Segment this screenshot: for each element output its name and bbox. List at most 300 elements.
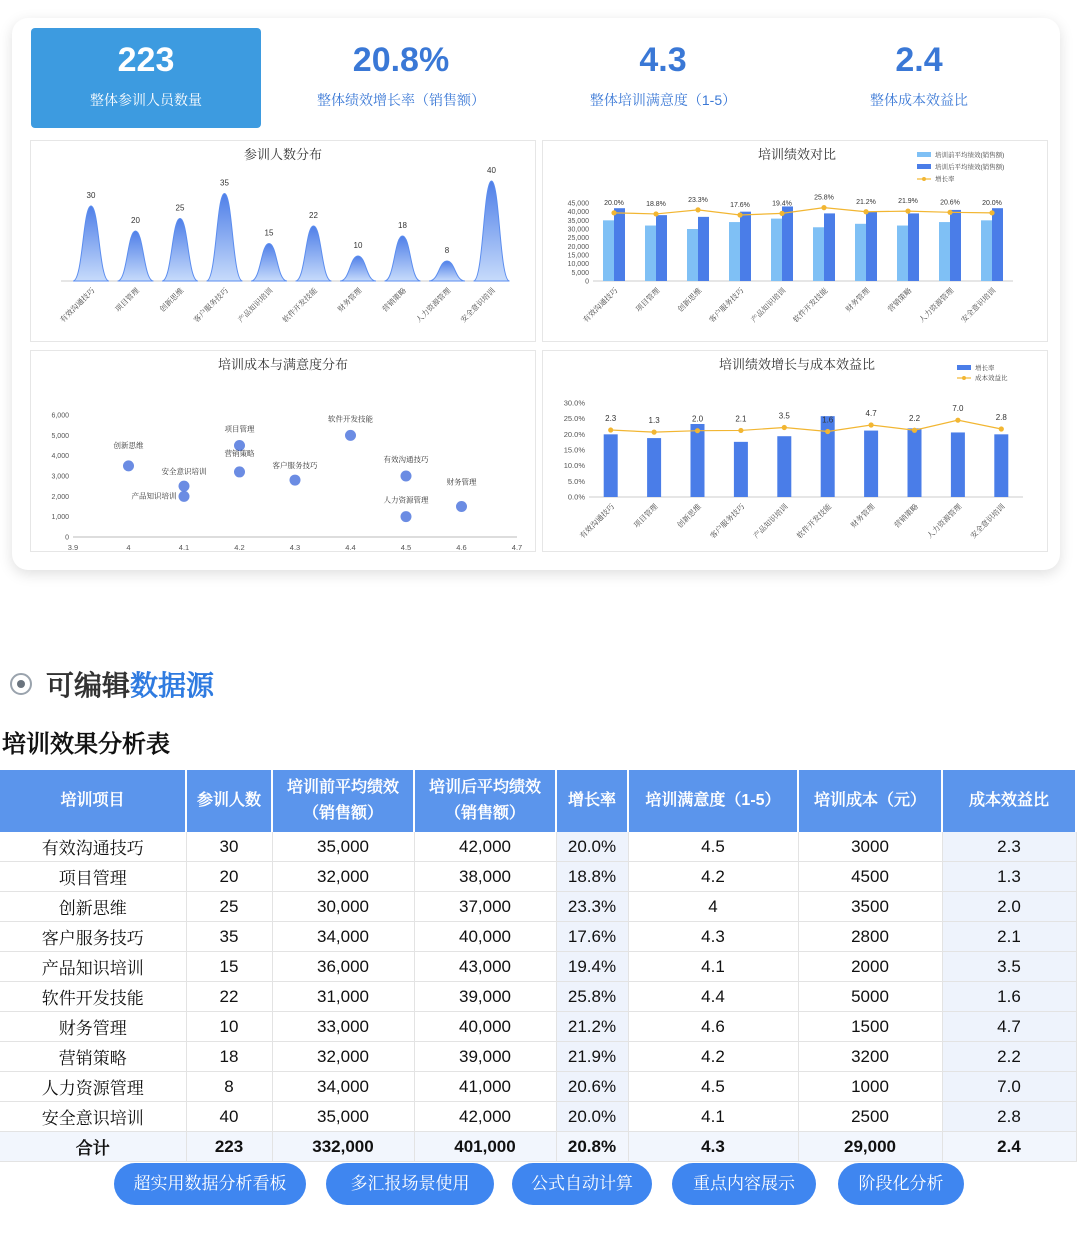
y-tick-label: 30,000 xyxy=(567,226,589,234)
table-cell[interactable]: 10 xyxy=(186,1012,272,1042)
y-tick-label: 20,000 xyxy=(567,243,589,251)
participants-area-chart xyxy=(31,141,535,341)
column-header: 培训后平均绩效（销售额） xyxy=(414,770,556,832)
data-label: 40 xyxy=(487,166,496,175)
data-label: 2.3 xyxy=(605,414,617,424)
table-cell[interactable]: 4 xyxy=(628,892,798,922)
bar-after xyxy=(866,212,877,281)
bar-before xyxy=(813,227,824,281)
area-peak xyxy=(207,194,243,282)
legend-label: 成本效益比 xyxy=(975,375,1008,382)
bar-growth xyxy=(734,442,748,497)
growth-point xyxy=(779,211,784,216)
table-title: 培训效果分析表 xyxy=(2,731,170,758)
y-tick-label: 20.0% xyxy=(563,429,585,439)
bar-after xyxy=(908,213,919,281)
table-cell[interactable]: 1500 xyxy=(798,1012,942,1042)
table-cell[interactable]: 31,000 xyxy=(272,982,414,1012)
growth-point xyxy=(863,209,868,214)
benefit-point xyxy=(695,428,700,433)
table-cell[interactable]: 项目管理 xyxy=(0,862,186,892)
kpi-label: 整体成本效益比 xyxy=(870,92,968,108)
data-label: 8 xyxy=(444,246,450,255)
x-tick-label: 4.1 xyxy=(178,543,190,551)
data-label: 25.8% xyxy=(814,194,834,202)
table-row xyxy=(0,1012,1076,1042)
area-peak xyxy=(296,226,332,281)
x-tick-label: 软件开发技能 xyxy=(794,502,834,541)
table-cell[interactable]: 20.0% xyxy=(556,832,628,862)
section-heading xyxy=(10,664,214,704)
table-cell[interactable]: 33,000 xyxy=(272,1012,414,1042)
x-tick-label: 4.3 xyxy=(289,543,301,551)
benefit-point xyxy=(782,425,787,430)
table-cell[interactable]: 25.8% xyxy=(556,982,628,1012)
y-tick-label: 25,000 xyxy=(567,235,589,243)
data-label: 2.8 xyxy=(995,412,1007,422)
table-cell[interactable]: 4.6 xyxy=(628,1012,798,1042)
radio-dot-icon xyxy=(10,673,32,695)
kpi-value: 2.4 xyxy=(895,41,943,79)
column-header: 成本效益比 xyxy=(942,770,1076,832)
table-cell[interactable]: 3200 xyxy=(798,1042,942,1072)
growth-point xyxy=(905,209,910,214)
table-cell[interactable]: 32,000 xyxy=(272,862,414,892)
y-tick-label: 10,000 xyxy=(567,261,589,269)
table-cell[interactable]: 4.4 xyxy=(628,982,798,1012)
point-label: 创新思维 xyxy=(113,440,144,450)
table-cell[interactable]: 2800 xyxy=(798,922,942,952)
table-body xyxy=(0,832,1076,1162)
area-peak xyxy=(429,261,465,281)
bar-growth xyxy=(994,434,1008,497)
x-tick-label: 软件开发技能 xyxy=(791,286,830,325)
x-tick-label: 4 xyxy=(126,543,131,551)
x-tick-label: 财务管理 xyxy=(848,502,877,530)
table-cell[interactable]: 42,000 xyxy=(414,832,556,862)
growth-point xyxy=(989,210,994,215)
bar-growth xyxy=(777,436,791,497)
y-tick-label: 0 xyxy=(65,534,69,542)
bar-growth xyxy=(821,416,835,497)
x-tick-label: 客户服务技巧 xyxy=(708,502,747,541)
table-cell[interactable]: 4.5 xyxy=(628,1072,798,1102)
x-tick-label: 4.7 xyxy=(511,543,523,551)
legend-label: 增长率 xyxy=(975,365,995,372)
table-cell[interactable]: 40,000 xyxy=(414,922,556,952)
x-tick-label: 4.5 xyxy=(400,543,412,551)
table-cell[interactable]: 4.3 xyxy=(628,1132,798,1162)
data-label: 2.0 xyxy=(691,414,704,424)
y-tick-label: 5.0% xyxy=(567,476,585,486)
column-header: 培训项目 xyxy=(0,770,186,832)
kpi-value: 223 xyxy=(117,41,175,79)
chart-title: 参训人数分布 xyxy=(243,147,323,162)
tag-key-content[interactable]: 重点内容展示 xyxy=(672,1163,816,1205)
section-title-accent: 数据源 xyxy=(130,670,215,701)
table-cell[interactable]: 35,000 xyxy=(272,832,414,862)
kpi-cost-benefit[interactable] xyxy=(804,28,1034,128)
kpi-label: 整体参训人员数量 xyxy=(90,92,202,108)
scatter-point xyxy=(179,491,190,502)
area-peak xyxy=(73,206,109,281)
tag-dashboard[interactable]: 超实用数据分析看板 xyxy=(114,1163,306,1205)
table-cell[interactable]: 35,000 xyxy=(272,1102,414,1132)
x-tick-label: 安全意识培训 xyxy=(959,286,998,325)
point-label: 项目管理 xyxy=(224,424,255,434)
chart-panel-growth-benefit xyxy=(542,350,1048,552)
table-cell[interactable]: 4.2 xyxy=(628,862,798,892)
table-cell[interactable]: 4.1 xyxy=(628,952,798,982)
tag-report-scenarios[interactable]: 多汇报场景使用 xyxy=(326,1163,494,1205)
table-cell[interactable]: 2500 xyxy=(798,1102,942,1132)
table-cell[interactable]: 2.2 xyxy=(942,1042,1076,1072)
bar-before xyxy=(939,222,950,281)
bar-growth xyxy=(951,432,965,497)
data-label: 1.3 xyxy=(648,416,660,426)
kpi-label: 整体培训满意度（1-5） xyxy=(589,92,737,108)
data-label: 20.0% xyxy=(604,199,624,207)
table-cell[interactable]: 37,000 xyxy=(414,892,556,922)
table-cell[interactable]: 产品知识培训 xyxy=(0,952,186,982)
table-cell[interactable]: 40 xyxy=(186,1102,272,1132)
table-cell[interactable]: 17.6% xyxy=(556,922,628,952)
x-tick-label: 创新思维 xyxy=(675,502,703,530)
table-cell[interactable]: 20 xyxy=(186,862,272,892)
column-header: 培训成本（元） xyxy=(798,770,942,832)
table-cell[interactable]: 合计 xyxy=(0,1132,186,1162)
data-label: 30 xyxy=(86,191,96,200)
table-row xyxy=(0,832,1076,862)
table-cell[interactable]: 5000 xyxy=(798,982,942,1012)
y-tick-label: 3,000 xyxy=(51,473,69,481)
scatter-point xyxy=(456,501,467,512)
table-cell[interactable]: 18 xyxy=(186,1042,272,1072)
kpi-value: 4.3 xyxy=(639,41,687,79)
area-peak xyxy=(118,231,154,281)
section-title-plain: 可编辑 xyxy=(46,670,131,701)
scatter-point xyxy=(234,466,245,477)
data-label: 7.0 xyxy=(952,404,964,414)
scatter-point xyxy=(123,460,134,471)
chart-title: 培训成本与满意度分布 xyxy=(217,357,349,372)
kpi-growth-rate[interactable] xyxy=(286,28,516,128)
table-cell[interactable]: 332,000 xyxy=(272,1132,414,1162)
growth-point xyxy=(611,210,616,215)
table-cell[interactable]: 2.0 xyxy=(942,892,1076,922)
data-label: 22 xyxy=(309,211,318,220)
table-cell[interactable]: 3000 xyxy=(798,832,942,862)
y-tick-label: 35,000 xyxy=(567,217,589,225)
data-label: 10 xyxy=(353,241,363,250)
benefit-point xyxy=(955,418,960,423)
x-tick-label: 3.9 xyxy=(67,543,79,551)
bar-after xyxy=(992,208,1003,281)
bar-before xyxy=(729,222,740,281)
x-tick-label: 财务管理 xyxy=(843,286,872,314)
x-tick-label: 有效沟通技巧 xyxy=(577,502,617,541)
bar-growth xyxy=(864,431,878,497)
x-tick-label: 创新思维 xyxy=(157,286,186,314)
y-tick-label: 5,000 xyxy=(51,432,69,440)
data-label: 4.7 xyxy=(865,408,877,418)
table-row xyxy=(0,862,1076,892)
x-tick-label: 4.6 xyxy=(456,543,467,551)
table-cell[interactable]: 223 xyxy=(186,1132,272,1162)
tag-auto-calc[interactable]: 公式自动计算 xyxy=(512,1163,652,1205)
kpi-satisfaction[interactable] xyxy=(548,28,778,128)
table-cell[interactable]: 营销策略 xyxy=(0,1042,186,1072)
table-cell[interactable]: 22 xyxy=(186,982,272,1012)
point-label: 客户服务技巧 xyxy=(272,461,318,471)
table-cell[interactable]: 2.8 xyxy=(942,1102,1076,1132)
growth-point xyxy=(695,207,700,212)
table-row xyxy=(0,982,1076,1012)
area-peak xyxy=(474,181,510,281)
table-cell[interactable]: 4.7 xyxy=(942,1012,1076,1042)
y-tick-label: 4,000 xyxy=(51,453,69,461)
table-cell[interactable]: 30 xyxy=(186,832,272,862)
feature-tags xyxy=(0,1163,1080,1207)
table-cell[interactable]: 20.6% xyxy=(556,1072,628,1102)
x-tick-label: 营销策略 xyxy=(380,286,408,314)
growth-point xyxy=(737,212,742,217)
table-cell[interactable]: 4.5 xyxy=(628,832,798,862)
table-cell[interactable]: 40,000 xyxy=(414,1012,556,1042)
table-cell[interactable]: 有效沟通技巧 xyxy=(0,832,186,862)
table-cell[interactable]: 39,000 xyxy=(414,1042,556,1072)
bar-growth xyxy=(908,428,922,497)
table-cell[interactable]: 3500 xyxy=(798,892,942,922)
benefit-point xyxy=(825,429,830,434)
y-tick-label: 40,000 xyxy=(567,209,589,217)
table-cell[interactable]: 38,000 xyxy=(414,862,556,892)
data-label: 15 xyxy=(264,228,274,238)
table-cell[interactable]: 1.6 xyxy=(942,982,1076,1012)
table-cell[interactable]: 32,000 xyxy=(272,1042,414,1072)
y-tick-label: 0.0% xyxy=(567,492,585,502)
x-tick-label: 客户服务技巧 xyxy=(707,286,746,325)
growth-line xyxy=(614,208,992,215)
scatter-point xyxy=(179,481,190,492)
bar-after xyxy=(950,210,961,281)
x-tick-label: 项目管理 xyxy=(113,286,141,314)
column-header: 培训满意度（1-5） xyxy=(628,770,798,832)
x-tick-label: 4.2 xyxy=(234,543,245,551)
area-peak xyxy=(340,256,376,281)
table-cell[interactable]: 34,000 xyxy=(272,922,414,952)
table-cell[interactable]: 3.5 xyxy=(942,952,1076,982)
table-cell[interactable]: 18.8% xyxy=(556,862,628,892)
benefit-point xyxy=(652,430,657,435)
bar-growth xyxy=(647,438,661,497)
table-cell[interactable]: 创新思维 xyxy=(0,892,186,922)
scatter-point xyxy=(401,471,412,482)
table-cell[interactable]: 25 xyxy=(186,892,272,922)
table-cell[interactable]: 23.3% xyxy=(556,892,628,922)
data-label: 18 xyxy=(398,221,407,230)
analysis-table xyxy=(0,770,1077,1162)
x-tick-label: 财务管理 xyxy=(335,286,364,314)
x-tick-label: 项目管理 xyxy=(631,502,660,530)
table-cell[interactable]: 29,000 xyxy=(798,1132,942,1162)
legend-label: 培训前平均绩效(销售额) xyxy=(935,152,1005,159)
bar-growth xyxy=(691,424,705,497)
table-cell[interactable]: 软件开发技能 xyxy=(0,982,186,1012)
table-row xyxy=(0,1072,1076,1102)
data-label: 1.6 xyxy=(822,415,834,425)
table-cell[interactable]: 人力资源管理 xyxy=(0,1072,186,1102)
data-label: 21.2% xyxy=(856,198,876,206)
table-cell[interactable]: 36,000 xyxy=(272,952,414,982)
bar-before xyxy=(687,229,698,281)
legend-swatch xyxy=(917,164,931,169)
table-cell[interactable]: 41,000 xyxy=(414,1072,556,1102)
chart-title: 培训绩效增长与成本效益比 xyxy=(718,357,876,372)
legend-swatch xyxy=(962,376,966,380)
benefit-line xyxy=(611,420,1002,432)
chart-panel-cost-satisfaction xyxy=(30,350,536,552)
table-cell[interactable]: 21.2% xyxy=(556,1012,628,1042)
benefit-point xyxy=(912,428,917,433)
y-tick-label: 6,000 xyxy=(51,412,69,420)
bar-before xyxy=(981,220,992,281)
growth-benefit-chart xyxy=(543,351,1047,551)
data-label: 35 xyxy=(220,178,229,188)
point-label: 产品知识培训 xyxy=(131,491,177,501)
table-cell[interactable]: 4.1 xyxy=(628,1102,798,1132)
bar-growth xyxy=(604,434,618,497)
data-label: 20 xyxy=(131,216,140,225)
x-tick-label: 项目管理 xyxy=(633,286,662,314)
x-tick-label: 营销策略 xyxy=(885,286,914,314)
bar-after xyxy=(698,217,709,281)
data-label: 20.6% xyxy=(940,199,960,207)
x-tick-label: 营销策略 xyxy=(892,502,920,530)
x-tick-label: 产品知识培训 xyxy=(236,286,275,325)
column-header: 增长率 xyxy=(556,770,628,832)
point-label: 营销策略 xyxy=(224,448,255,458)
table-cell[interactable]: 4.3 xyxy=(628,922,798,952)
performance-bar-chart xyxy=(543,141,1047,341)
table-header-row xyxy=(0,770,1076,832)
table-cell[interactable]: 19.4% xyxy=(556,952,628,982)
table-cell[interactable]: 39,000 xyxy=(414,982,556,1012)
point-label: 有效沟通技巧 xyxy=(383,455,429,464)
table-cell[interactable]: 2.1 xyxy=(942,922,1076,952)
area-peak xyxy=(251,244,287,282)
table-row xyxy=(0,922,1076,952)
table-cell[interactable]: 1000 xyxy=(798,1072,942,1102)
kpi-value: 20.8% xyxy=(352,41,450,79)
data-label: 20.0% xyxy=(982,199,1002,207)
chart-panel-participants xyxy=(30,140,536,342)
y-tick-label: 15.0% xyxy=(563,445,585,455)
table-cell[interactable]: 20.0% xyxy=(556,1102,628,1132)
benefit-point xyxy=(608,427,613,432)
y-tick-label: 15,000 xyxy=(567,252,589,260)
bar-after xyxy=(614,208,625,281)
scatter-point xyxy=(401,511,412,522)
table-cell[interactable]: 15 xyxy=(186,952,272,982)
table-cell[interactable]: 2000 xyxy=(798,952,942,982)
table-cell[interactable]: 42,000 xyxy=(414,1102,556,1132)
table-cell[interactable]: 21.9% xyxy=(556,1042,628,1072)
bar-after xyxy=(740,212,751,281)
table-cell[interactable]: 安全意识培训 xyxy=(0,1102,186,1132)
bar-before xyxy=(855,224,866,281)
table-cell[interactable]: 43,000 xyxy=(414,952,556,982)
table-cell[interactable]: 4500 xyxy=(798,862,942,892)
table-cell[interactable]: 财务管理 xyxy=(0,1012,186,1042)
benefit-point xyxy=(999,426,1004,431)
kpi-participants[interactable] xyxy=(31,28,261,128)
bar-before xyxy=(645,226,656,281)
y-tick-label: 30.0% xyxy=(563,398,585,408)
x-tick-label: 产品知识培训 xyxy=(749,286,788,325)
x-tick-label: 创新思维 xyxy=(675,286,704,314)
table-cell[interactable]: 8 xyxy=(186,1072,272,1102)
growth-point xyxy=(653,211,658,216)
growth-point xyxy=(821,205,826,210)
table-row xyxy=(0,1102,1076,1132)
cost-satisfaction-scatter xyxy=(31,351,535,551)
tag-phased-analysis[interactable]: 阶段化分析 xyxy=(838,1163,964,1205)
table-cell[interactable]: 35 xyxy=(186,922,272,952)
table-cell[interactable]: 4.2 xyxy=(628,1042,798,1072)
data-label: 2.1 xyxy=(735,414,747,424)
point-label: 软件开发技能 xyxy=(328,414,373,424)
table-cell[interactable]: 7.0 xyxy=(942,1072,1076,1102)
data-label: 3.5 xyxy=(778,411,790,421)
x-tick-label: 软件开发技能 xyxy=(280,286,319,325)
data-label: 18.8% xyxy=(646,200,666,208)
table-row xyxy=(0,892,1076,922)
legend-swatch xyxy=(917,152,931,157)
y-tick-label: 45,000 xyxy=(567,200,589,208)
legend-swatch xyxy=(957,365,971,370)
table-cell[interactable]: 1.3 xyxy=(942,862,1076,892)
data-label: 2.2 xyxy=(908,414,921,424)
legend-label: 培训后平均绩效(销售额) xyxy=(935,164,1005,171)
table-cell[interactable]: 401,000 xyxy=(414,1132,556,1162)
data-label: 25 xyxy=(175,203,185,213)
table-cell[interactable]: 30,000 xyxy=(272,892,414,922)
table-cell[interactable]: 客户服务技巧 xyxy=(0,922,186,952)
growth-point xyxy=(947,210,952,215)
x-tick-label: 人力资源管理 xyxy=(925,502,964,541)
area-peak xyxy=(162,219,198,282)
scatter-point xyxy=(345,430,356,441)
legend-label: 增长率 xyxy=(935,176,955,183)
bar-before xyxy=(603,220,614,281)
data-label: 23.3% xyxy=(688,196,708,204)
point-label: 安全意识培训 xyxy=(161,467,207,477)
table-cell[interactable]: 20.8% xyxy=(556,1132,628,1162)
point-label: 人力资源管理 xyxy=(383,495,429,505)
table-cell[interactable]: 2.3 xyxy=(942,832,1076,862)
point-label: 财务管理 xyxy=(446,477,477,487)
chart-panel-performance xyxy=(542,140,1048,342)
x-tick-label: 有效沟通技巧 xyxy=(581,286,620,325)
table-row xyxy=(0,1042,1076,1072)
dashboard-card xyxy=(12,18,1060,570)
x-tick-label: 人力资源管理 xyxy=(414,286,453,325)
y-tick-label: 2,000 xyxy=(51,493,69,501)
table-cell[interactable]: 34,000 xyxy=(272,1072,414,1102)
table-cell[interactable]: 2.4 xyxy=(942,1132,1076,1162)
area-peak xyxy=(385,236,421,281)
